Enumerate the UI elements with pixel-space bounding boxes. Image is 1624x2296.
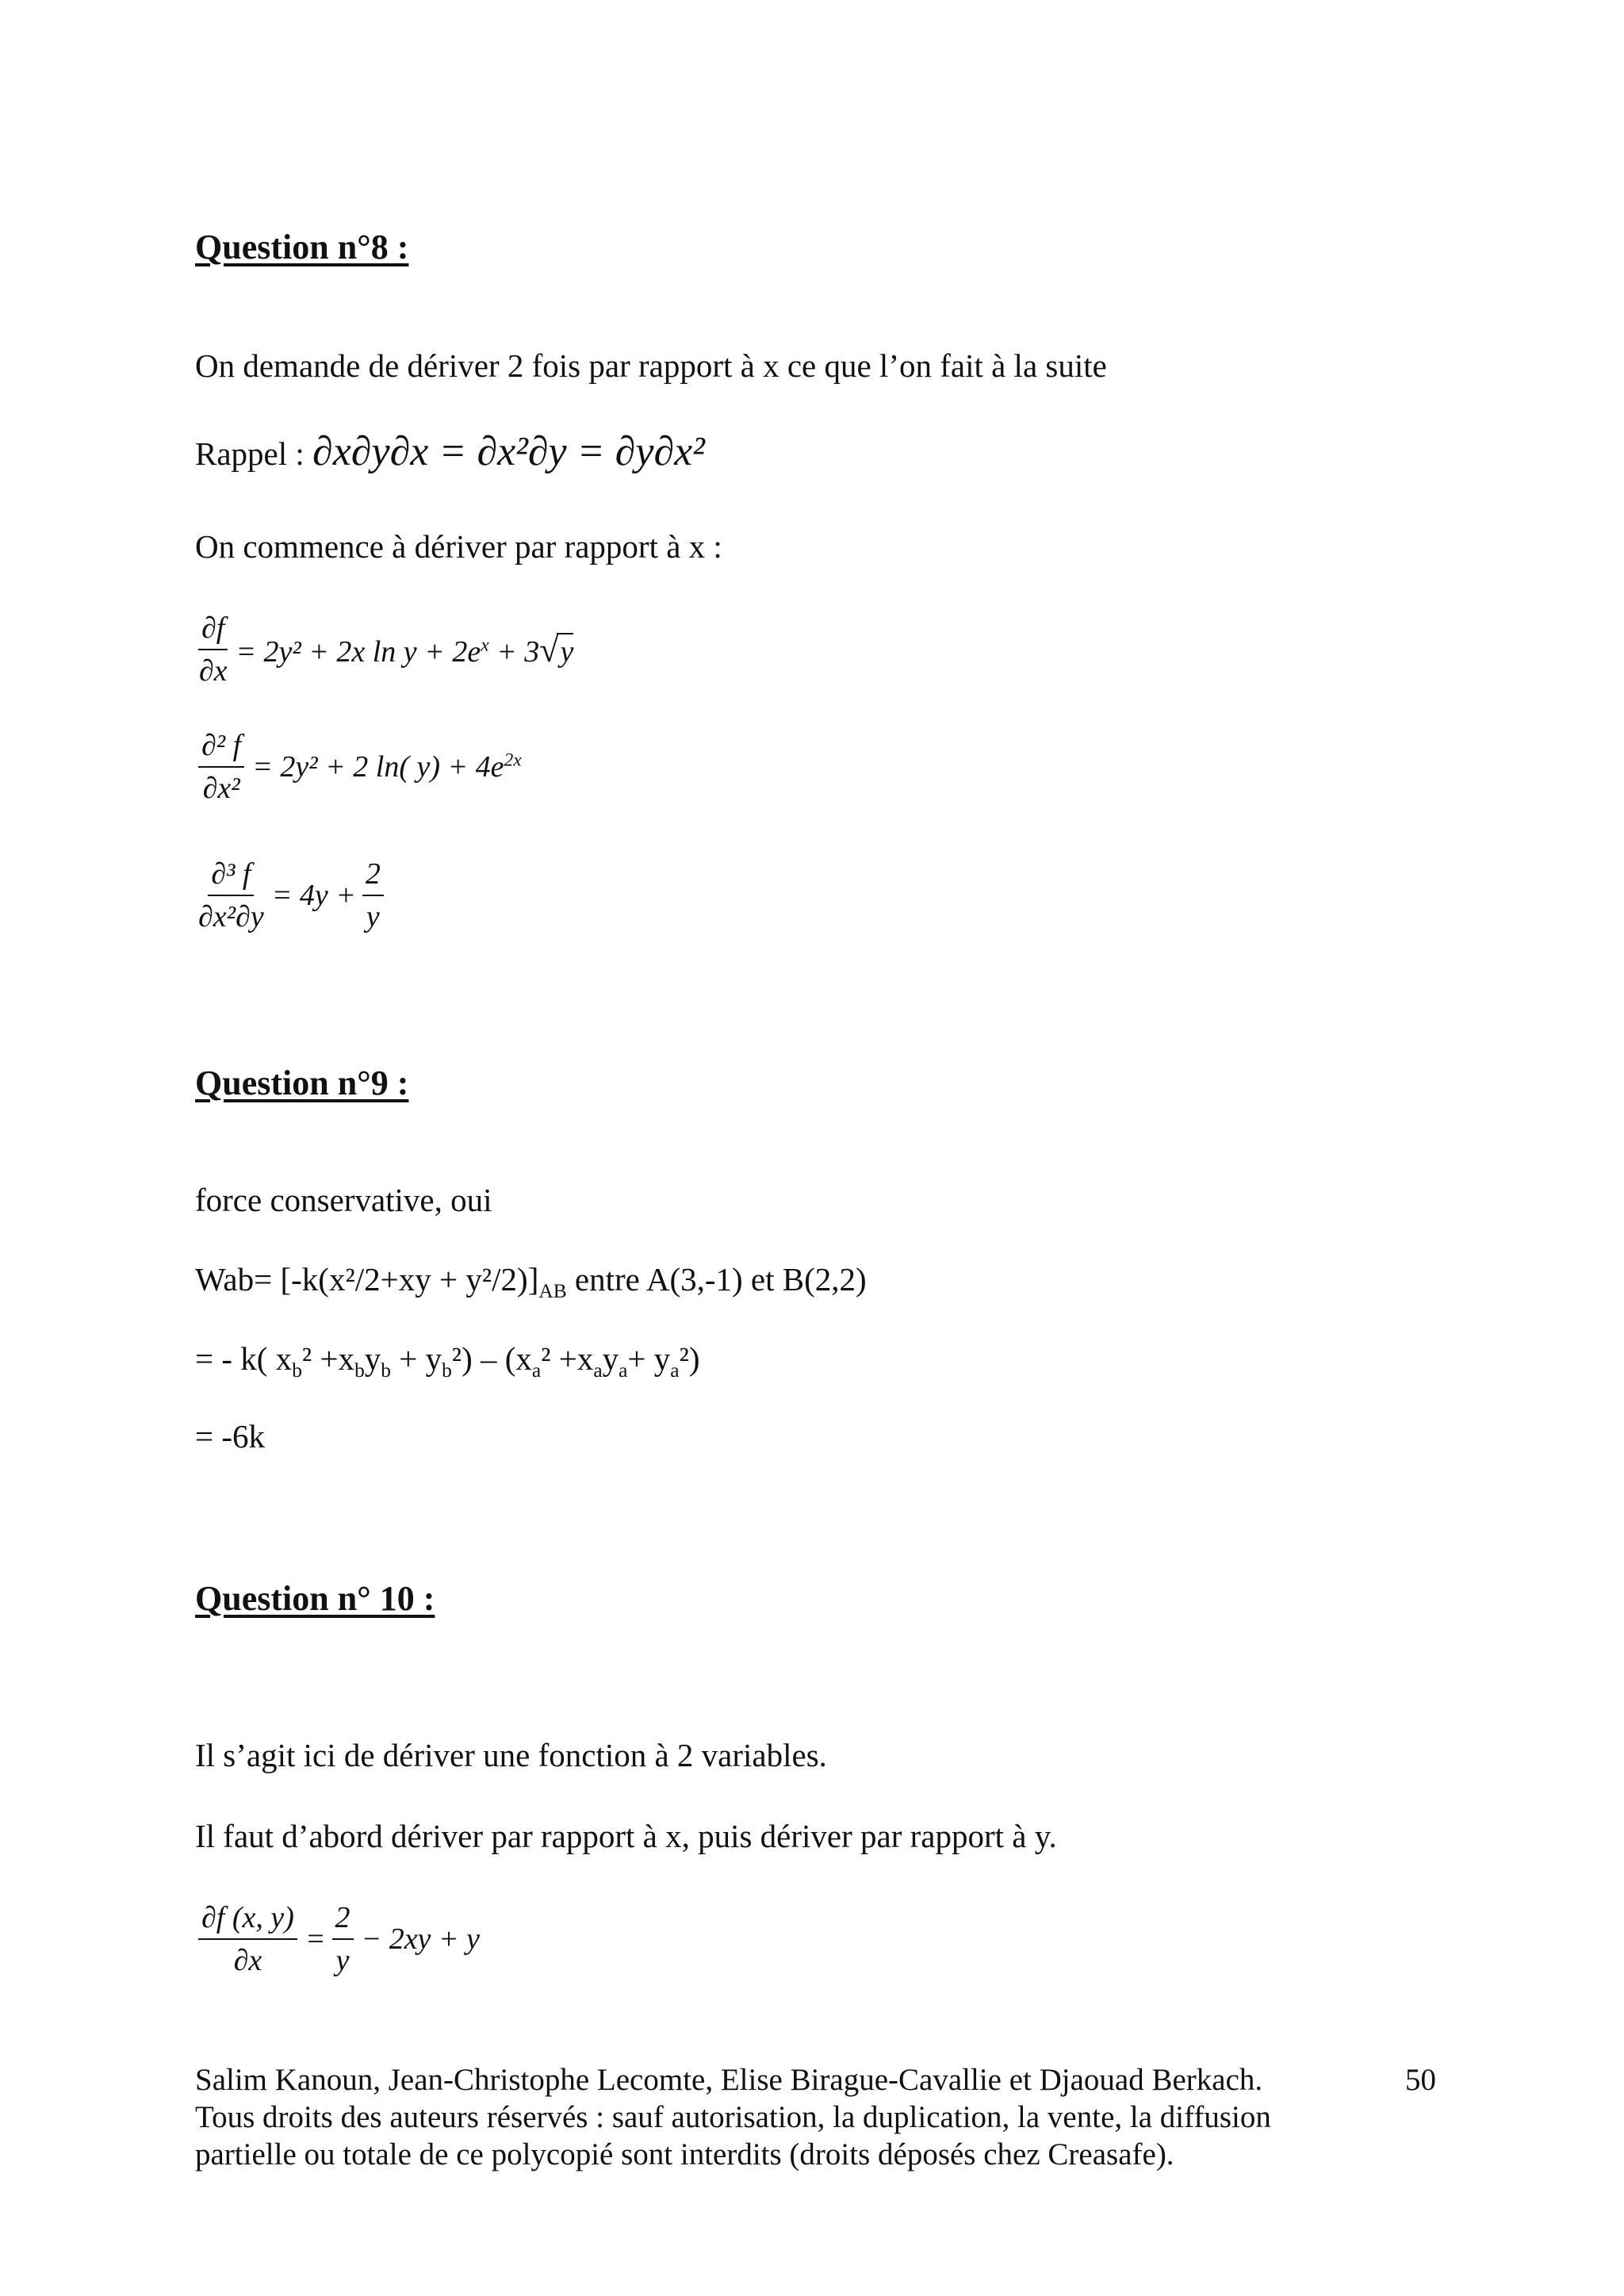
page-number: 50: [1405, 2063, 1436, 2097]
q9-line-2: $Wab= [-k(x^2/2+xy + y^2/2)]_{AB}$ entre A(3,-1) et B(2,2): [195, 1261, 867, 1303]
rappel-label: Rappel :: [195, 435, 304, 472]
q10-line-1: Il s’agit ici de dériver une fonction à 2 variables.: [195, 1737, 827, 1773]
question-8-heading: Question n°8 :: [195, 228, 409, 266]
footer-authors: Salim Kanoun, Jean-Christophe Lecomte, Elise Birague-Cavallie et Djaouad Berkach.: [195, 2063, 1263, 2097]
q8-rappel: [195, 428, 705, 476]
q8-commence: On commence à dériver par rapport à x :: [195, 528, 722, 565]
q10-line-2: Il faut d’abord dériver par rapport à x, puis dériver par rapport à y.: [195, 1818, 1057, 1854]
q10-eq-numerator: ∂f (x, y): [198, 1900, 297, 1940]
footer-rights-2: partielle ou totale de ce polycopié sont interdits (droits déposés chez Creasafe).: [195, 2137, 1174, 2171]
eq3-frac-denominator: y: [366, 900, 380, 933]
eq3-frac-numerator: 2: [362, 857, 384, 896]
question-10-heading: Question n° 10 :: [195, 1579, 435, 1618]
footer: [195, 2062, 1271, 2173]
q10-eq-rest: − 2xy + y: [361, 1922, 480, 1956]
eq1-denominator: ∂x: [198, 654, 228, 688]
q9-line-4: = -6k: [195, 1418, 266, 1455]
q10-frac-denominator: y: [335, 1944, 350, 1977]
eq1-numerator: ∂f: [198, 611, 228, 650]
q10-eq-sign: =: [304, 1922, 326, 1956]
q10-equation: [198, 1900, 480, 1978]
eq3-denominator: ∂x²∂y: [198, 900, 264, 933]
eq3-rhs: = 4y +: [271, 879, 356, 912]
eq2-numerator: ∂² f: [198, 728, 244, 768]
eq2-denominator: ∂x²: [202, 772, 240, 805]
q8-equation-1: [198, 611, 573, 688]
question-9-heading: Question n°9 :: [195, 1064, 409, 1102]
q8-intro: On demande de dériver 2 fois par rapport à x ce que l’on fait à la suite: [195, 347, 1107, 384]
eq1-rhs: = 2y² + 2x $\ln y + 2e^x + 3√y$: [236, 630, 574, 669]
eq2-rhs: = 2y² + 2 ln( $y) + 4e^{2x}$: [252, 749, 522, 784]
rappel-formula: ∂x∂y∂x = ∂x²∂y = ∂y∂x²: [312, 429, 705, 474]
footer-rights-1: Tous droits des auteurs réservés : sauf autorisation, la duplication, la vente, la diffusion: [195, 2099, 1271, 2134]
q8-equation-3: [198, 857, 384, 934]
eq3-numerator: ∂³ f: [208, 857, 254, 896]
q10-eq-denominator: ∂x: [233, 1944, 262, 1977]
q9-line-1: force conservative, oui: [195, 1182, 492, 1218]
q10-frac-numerator: 2: [332, 1900, 354, 1940]
q9-line-3: = - k( $x_b^2 +x_by_b + y_b^2) - (x_a^2 +x_ay_a+ y_a^2)$: [195, 1340, 700, 1382]
q8-equation-2: [198, 728, 522, 806]
